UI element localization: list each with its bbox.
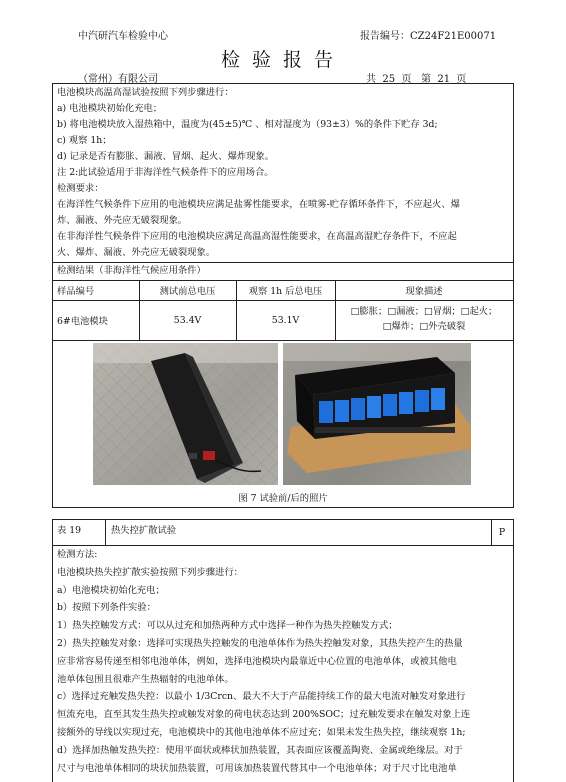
table-col-line: [105, 520, 106, 545]
battery-module-photo-before: [93, 343, 278, 485]
photo-before-test: [93, 343, 278, 485]
phenomenon-line-2: □爆炸；□外壳破裂: [382, 321, 466, 332]
divider: [53, 545, 513, 546]
text-line: 检测要求：: [57, 183, 104, 194]
results-title: 检测结果（非海洋性气候应用条件）: [57, 265, 206, 276]
text-line: b) 将电池模块放入湿热箱中，温度为(45±5)℃ 、相对湿度为（93±3）%的条件下贮存 3d;: [57, 119, 438, 130]
text-line: b）按照下列条件实验：: [57, 602, 156, 614]
text-line: 电池模块热失控扩散实验按照下列步骤进行：: [57, 566, 243, 578]
text-line: 电池模块高温高湿试验按照下列步骤进行：: [57, 87, 234, 98]
text-line: 火、爆炸、漏液、外壳应无破裂现象。: [57, 247, 216, 258]
org-branch: （常州）有限公司: [78, 74, 158, 85]
table-title: 热失控扩散试验: [111, 525, 177, 536]
text-line: d）选择加热触发热失控：使用平面状或棒状加热装置，其表面应该覆盖陶瓷、金属或绝缘层。对于: [57, 744, 463, 756]
thermal-runaway-section: [52, 519, 514, 782]
text-line: 在非海洋性气候条件下应用的电池模块应满足高温高湿性能要求，在高温高湿贮存条件下，不应起: [57, 231, 457, 242]
divider: [53, 340, 513, 341]
text-line: 尺寸与电池单体相同的块状加热装置，可用该加热装置代替其中一个电池单体；对于尺寸比电池单: [57, 762, 457, 774]
col-header-voltage-before: 测试前总电压: [159, 286, 216, 297]
cell-sample: 6#电池模块: [57, 316, 108, 327]
report-number: 报告编号：CZ24F21E00071: [360, 31, 497, 42]
text-line: a) 电池模块初始化充电；: [57, 103, 163, 114]
humidity-test-section: [52, 83, 514, 508]
text-line: 炸、漏液、外壳应无破裂现象。: [57, 215, 188, 226]
text-line: a）电池模块初始化充电；: [57, 584, 165, 596]
text-line: 1）热失控触发方式：可以从过充和加热两种方式中选择一种作为热失控触发方式；: [57, 620, 398, 632]
page-info: 共 25 页 第 21 页: [366, 74, 467, 85]
text-line: 检测方法:: [57, 549, 98, 560]
phenomenon-line-1: □膨胀；□漏液；□冒烟；□起火；: [350, 306, 498, 317]
col-header-voltage-after: 观察 1h 后总电压: [248, 286, 323, 297]
battery-module-photo-after: [283, 343, 471, 485]
col-header-phenomenon: 现象描述: [405, 286, 443, 297]
text-line: 2）热失控触发对象：选择可实现热失控触发的电池单体作为热失控触发对象，其热失控产生的热量: [57, 638, 463, 649]
text-line: d) 记录是否有膨胀、漏液、冒烟、起火、爆炸现象。: [57, 151, 275, 162]
text-line: 池单体包围且很难产生热辐射的电池单体。: [57, 673, 234, 685]
photo-after-test: [283, 343, 471, 485]
org-name: 中汽研汽车检验中心: [78, 31, 168, 42]
col-header-sample: 样品编号: [57, 286, 95, 297]
text-line: 恒流充电，直至其发生热失控或触发对象的荷电状态达到 200%SOC；过充触发要求在触发对象上连: [57, 709, 471, 721]
figure-caption: 图 7 试验前/后的照片: [238, 493, 328, 504]
cell-phenomenon: [335, 300, 513, 340]
cell-voltage-after: 53.1V: [271, 314, 300, 326]
page-title: 检验报告: [220, 49, 345, 71]
text-line: 在海洋性气候条件下应用的电池模块应满足盐雾性能要求，在喷雾-贮存循环条件下，不应起火、爆: [57, 199, 460, 210]
text-line: 注 2:此试验适用于非海洋性气候条件下的应用场合。: [57, 167, 274, 178]
text-line: 应非常容易传递至相邻电池单体，例如，选择电池模块内最靠近中心位置的电池单体，或被其他电: [57, 655, 457, 667]
table-number: 表 19: [57, 525, 82, 536]
result-code: P: [498, 527, 506, 538]
divider: [53, 262, 513, 263]
text-line: c）选择过充触发热失控：以最小 1/3Crcn、最大不大于产品能持续工作的最大电流对触发对象进行: [57, 691, 466, 703]
cell-voltage-before: 53.4V: [173, 314, 202, 326]
text-line: 接额外的导线以实现过充，电池模块中的其他电池单体不应过充；如果未发生热失控，继续观察 1h;: [57, 727, 466, 738]
text-line: c) 观察 1h；: [57, 135, 112, 146]
